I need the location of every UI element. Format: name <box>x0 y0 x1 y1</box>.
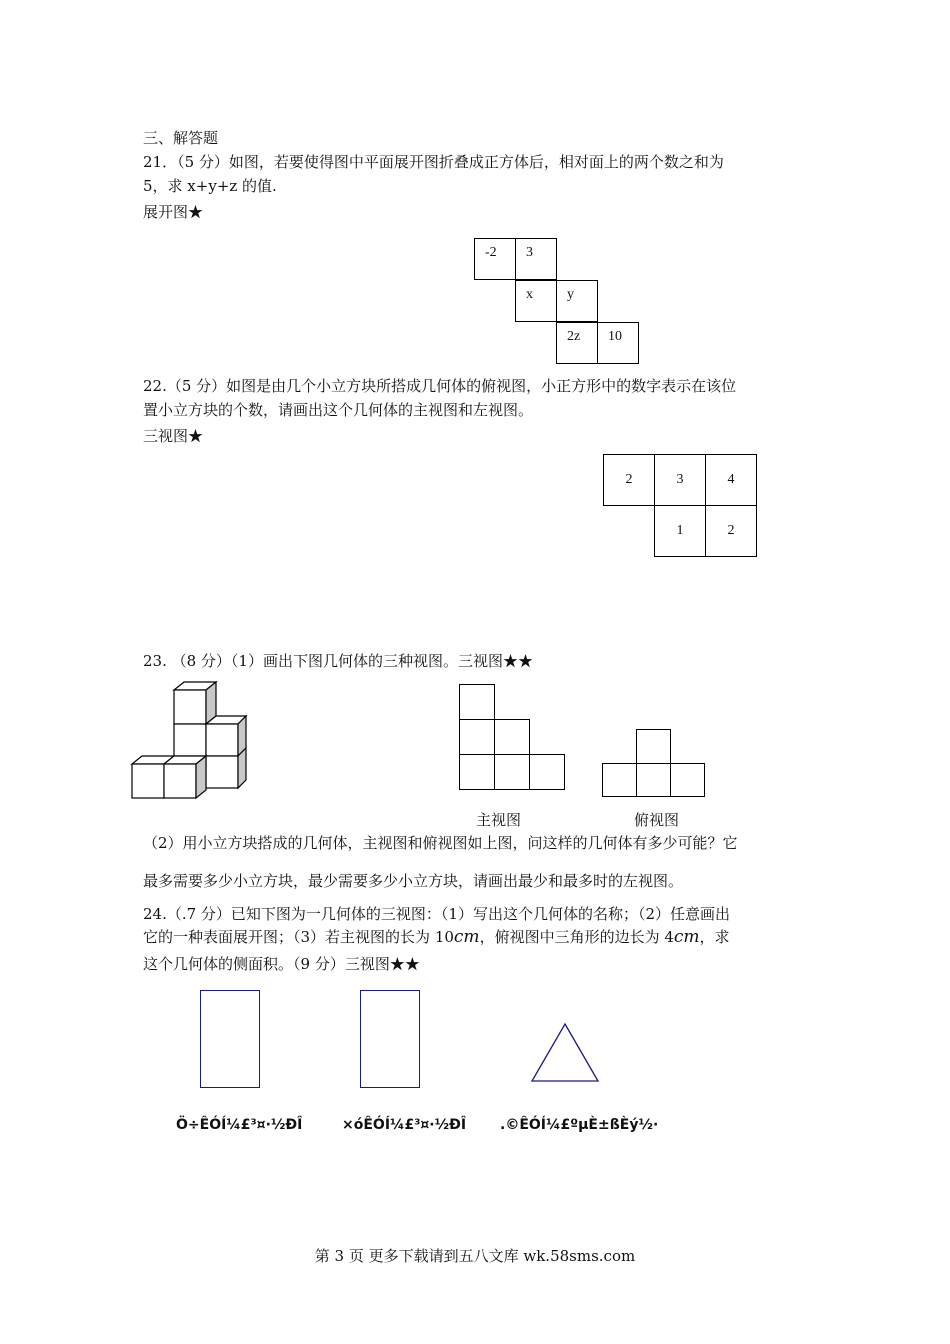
net-cell: 10 <box>597 322 639 364</box>
q22-tag: 三视图★ <box>143 427 204 445</box>
view-square <box>459 754 495 790</box>
q24-line3: 这个几何体的侧面积。（9 分）三视图★★ <box>143 955 420 973</box>
triangle-shape <box>532 1024 598 1081</box>
net-cell: x <box>515 280 557 322</box>
q24-line2-b: ，俯视图中三角形的边长为 4 <box>479 928 674 946</box>
q24-line2 <box>143 926 730 948</box>
net-cell: 2z <box>556 322 598 364</box>
view-square <box>529 754 565 790</box>
net-cell: -2 <box>474 238 516 280</box>
q23-line3: 最多需要多少小立方块，最少需要多少小立方块，请画出最少和最多时的左视图。 <box>143 872 684 890</box>
cube-face <box>206 724 238 756</box>
caption-side-view: ×óÊÓÍ¼£³¤·½ÐÎ <box>342 1117 467 1133</box>
q21-line1: 21．（5 分）如图，若要使得图中平面展开图折叠成正方体后，相对面上的两个数之和为 <box>143 153 724 171</box>
page-footer: 第 3 页 更多下载请到五八文库 wk.58sms.com <box>314 1247 636 1265</box>
unit-cm: cm <box>453 927 480 947</box>
view-square <box>636 763 671 797</box>
net-cell: 3 <box>515 238 557 280</box>
q22-line2: 置小立方块的个数，请画出这个几何体的主视图和左视图。 <box>143 401 534 419</box>
caption-top-view: .©ÊÓÍ¼£ºµÈ±ßÈý½· <box>500 1117 659 1133</box>
view-square <box>670 763 705 797</box>
view-square <box>636 729 671 764</box>
q21-tag: 展开图★ <box>143 203 204 221</box>
top-view-label: 俯视图 <box>634 811 680 829</box>
q23-line2: （2）用小立方块搭成的几何体，主视图和俯视图如上图，问这样的几何体有多少可能？它 <box>143 834 738 852</box>
q24-line2-c: ，求 <box>699 928 730 946</box>
q22-line1: 22.（5 分）如图是由几个小立方块所搭成几何体的俯视图，小正方形中的数字表示在该位 <box>143 377 737 395</box>
q24-line2-a: 它的一种表面展开图；（3）若主视图的长为 10 <box>143 928 454 946</box>
q23-line1: 23. （8 分）（1）画出下图几何体的三种视图。三视图★★ <box>143 652 533 670</box>
q24-line1: 24.（.7 分）已知下图为一几何体的三视图：（1）写出这个几何体的名称；（2）任意画出 <box>143 905 731 923</box>
section-title: 三、解答题 <box>143 129 219 147</box>
side-view-rectangle <box>360 990 420 1088</box>
front-view-label: 主视图 <box>476 811 522 829</box>
view-square <box>494 754 530 790</box>
grid-cell: 2 <box>603 454 655 506</box>
caption-front-view: Ö÷ÊÓÍ¼£³¤·½ÐÎ <box>176 1117 303 1133</box>
grid-cell: 2 <box>705 505 757 557</box>
view-square <box>459 684 495 720</box>
unit-cm: cm <box>673 927 700 947</box>
grid-cell: 3 <box>654 454 706 506</box>
net-cell: y <box>556 280 598 322</box>
cube-face <box>174 690 206 724</box>
front-view-rectangle <box>200 990 260 1088</box>
grid-cell: 1 <box>654 505 706 557</box>
view-square <box>602 763 637 797</box>
cube-face <box>238 748 246 788</box>
view-square <box>459 719 495 755</box>
cube-face <box>132 764 164 798</box>
cube-face <box>164 764 196 798</box>
cube-stack-figure <box>128 680 253 802</box>
cube-face <box>196 756 206 798</box>
view-square <box>494 719 530 755</box>
top-view-triangle <box>528 1020 602 1084</box>
cube-face <box>206 756 238 788</box>
q21-line2: 5，求 x+y+z 的值. <box>143 177 277 195</box>
grid-cell: 4 <box>705 454 757 506</box>
cube-face <box>174 724 206 756</box>
